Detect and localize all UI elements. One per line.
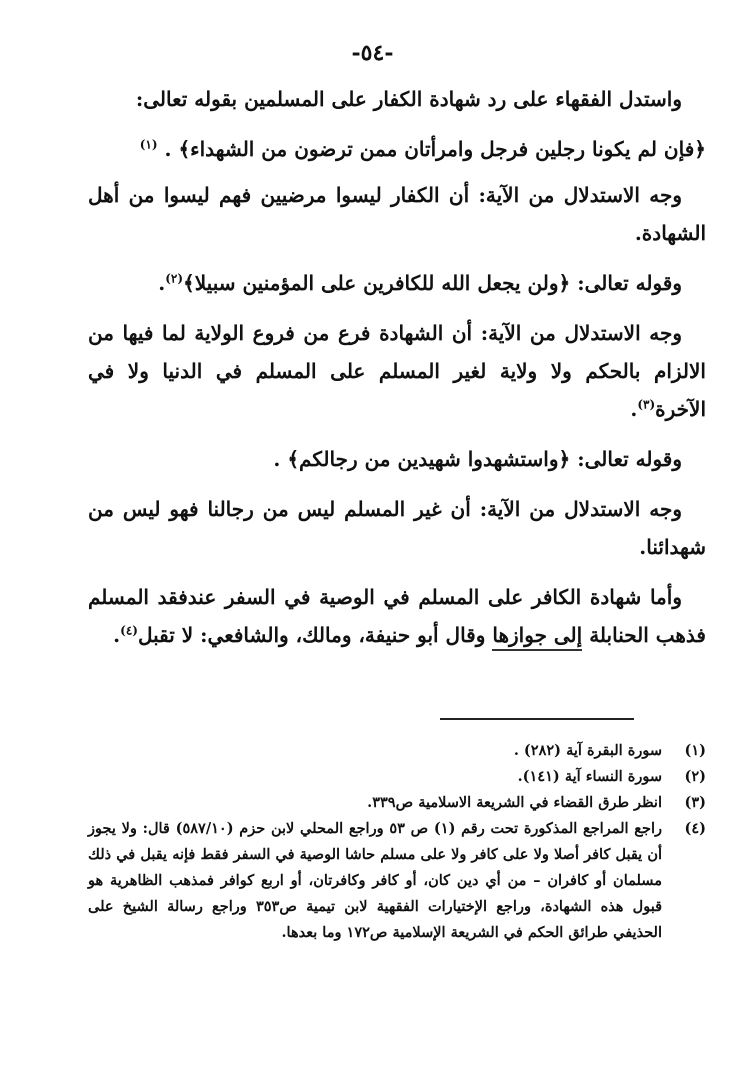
footnote-number: (١) <box>684 742 706 759</box>
footnote-number: (٢) <box>684 768 706 785</box>
footnote-ref-2: (٢) <box>165 271 184 286</box>
paragraph-7-part-a: وأما شهادة الكافر على المسلم في الوصية في السفر عندفقد المسلم فذهب الحنابلة <box>88 585 706 647</box>
quote-1-text: ﴿فإن لم يكونا رجلين فرجل وامرأتان ممن ترضون من الشهداء﴾ . <box>164 137 706 161</box>
footnote-text: سورة البقرة آية (٢٨٢) . <box>513 742 662 759</box>
page-number: -٥٤- <box>351 40 394 66</box>
paragraph-7 <box>88 578 706 654</box>
paragraph-3-text: وقوله تعالى: ﴿ولن يجعل الله للكافرين على المؤمنين سبيلا﴾ <box>183 271 682 295</box>
paragraph-4 <box>88 314 706 428</box>
paragraph-4-end: . <box>630 397 638 421</box>
footnote-separator <box>440 718 634 720</box>
footnotes <box>88 738 706 946</box>
main-text <box>88 80 706 666</box>
paragraph-7-part-c: وقال أبو حنيفة، ومالك، والشافعي: لا تقبل <box>137 623 486 647</box>
footnote-text: انظر طرق القضاء في الشريعة الاسلامية ص٣٣٩. <box>367 794 662 811</box>
footnote-text: سورة النساء آية (١٤١). <box>517 768 662 785</box>
footnote-1 <box>88 738 706 764</box>
footnote-ref-3: (٣) <box>637 397 656 412</box>
footnote-number: (٣) <box>684 794 706 811</box>
footnote-3 <box>88 790 706 816</box>
footnote-2 <box>88 764 706 790</box>
paragraph-6: وجه الاستدلال من الآية: أن غير المسلم ليس من رجالنا فهو ليس من شهدائنا. <box>88 497 706 559</box>
paragraph-3 <box>88 264 706 302</box>
paragraph-4-text: وجه الاستدلال من الآية: أن الشهادة فرع من فروع الولاية لما فيها من الالزام بالحكم ولا ولاية لغير المسلم على المسلم في الدنيا ولا في الآخرة <box>88 321 706 421</box>
footnote-4 <box>88 816 706 946</box>
underlined-phrase: إلى جوازها <box>492 623 582 651</box>
footnote-number: (٤) <box>684 820 706 837</box>
footnote-ref-1: (١) <box>139 137 158 152</box>
paragraph-2: وجه الاستدلال من الآية: أن الكفار ليسوا مرضيين فهم ليسوا من أهل الشهادة. <box>88 183 706 245</box>
paragraph-7-end: . <box>113 623 121 647</box>
paragraph-5: وقوله تعالى: ﴿واستشهدوا شهيدين من رجالكم﴾ . <box>273 447 682 471</box>
footnote-text: راجع المراجع المذكورة تحت رقم (١) ص ٥٣ وراجع المحلي لابن حزم (٥٨٧/١٠) قال: ولا يجوز أن يقبل كافر أصلا ولا على كافر ولا على مسلم حاشا الوصية في السفر فقط فإنه يقبل في ذلك مسلمان أو كافران – من أي دين كان، أو كافر وكافرتان، أو اربع كوافر فمذهب الظاهرية هو قبول هذه الشهادة، وراجع الإختيارات الفقهية لابن تيمية ص٣٥٣ وراجع رسالة الشيخ على الحذيفي طرائق الحكم في الشريعة الإسلامية ص١٧٢ وما بعدها. <box>88 820 662 941</box>
paragraph-1: واستدل الفقهاء على رد شهادة الكفار على المسلمين بقوله تعالى: <box>135 87 682 111</box>
paragraph-3-end: . <box>158 271 166 295</box>
footnote-ref-4: (٤) <box>120 623 138 638</box>
quran-quote-1 <box>88 130 706 168</box>
